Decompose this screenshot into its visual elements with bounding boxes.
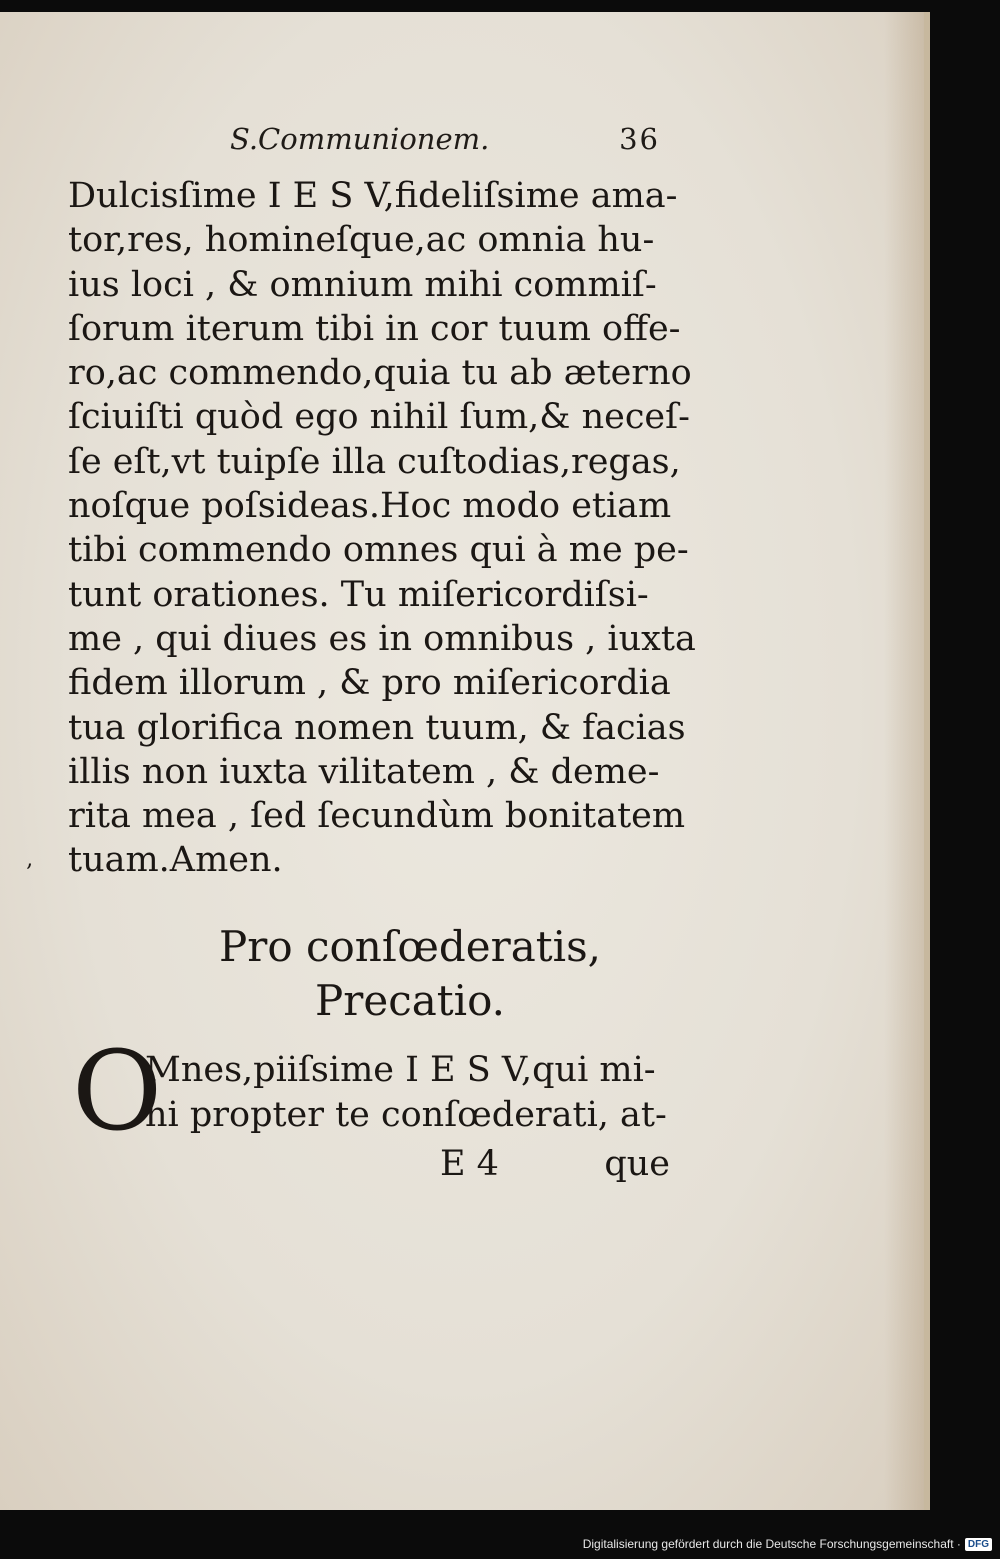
- text-line: ro,ac commendo,quia tu ab æterno: [68, 353, 692, 394]
- text-line: ius loci , & omnium mihi commiſ-: [68, 264, 657, 305]
- text-line: tua glorifica nomen tuum, & facias: [68, 707, 686, 748]
- drop-cap-initial: O: [72, 1027, 163, 1155]
- text-line: ſciuiſti quòd ego nihil ſum,& neceſ-: [68, 397, 690, 438]
- page-number: 36: [619, 122, 660, 156]
- text-line: rita mea , ſed ſecundùm bonitatem: [68, 796, 686, 837]
- margin-mark: ‚: [26, 847, 33, 872]
- text-line: Dulcisſime I E S V,fideliſsime ama-: [68, 176, 678, 216]
- text-line: tor,res, homineſque,ac omnia hu-: [68, 220, 655, 261]
- page-footer: [440, 1144, 670, 1184]
- text-line: illis non iuxta vilitatem , & deme-: [68, 751, 660, 792]
- text-line: Mnes,piiſsime I E S V,qui mi-: [145, 1050, 656, 1090]
- signature-mark: E 4: [440, 1144, 499, 1184]
- text-line: fidem illorum , & pro miſericordia: [68, 663, 671, 704]
- text-line: hi propter te conſœderati, at-: [145, 1095, 667, 1135]
- section-heading: [150, 920, 670, 1028]
- text-line: me , qui diues es in omnibus , iuxta: [68, 618, 696, 659]
- text-line: tunt orationes. Tu miſericordiſsi-: [68, 574, 649, 615]
- dfg-logo-icon: DFG: [965, 1538, 992, 1551]
- credit-text: Digitalisierung gefördert durch die Deutsche Forschungsgemeinschaft ·: [582, 1537, 961, 1551]
- prayer-body: [68, 174, 696, 883]
- digitization-credit: [583, 1537, 992, 1551]
- running-head: [230, 122, 660, 156]
- text-line: ſe eſt,vt tuipſe illa cuſtodias,regas,: [68, 441, 681, 482]
- text-line: tuam.Amen.: [68, 840, 283, 881]
- text-line: tibi commendo omnes qui à me pe-: [68, 530, 689, 571]
- catchword: que: [604, 1144, 670, 1184]
- prayer-text: [145, 1048, 685, 1138]
- book-page: [0, 12, 930, 1510]
- section-heading-line-1: Pro conſœderatis,: [219, 922, 601, 971]
- running-head-title: S.Communionem.: [230, 122, 490, 156]
- section-heading-line-2: Precatio.: [315, 976, 505, 1025]
- text-line: ſorum iterum tibi in cor tuum offe-: [68, 308, 681, 349]
- text-line: noſque poſsideas.Hoc modo etiam: [68, 486, 672, 527]
